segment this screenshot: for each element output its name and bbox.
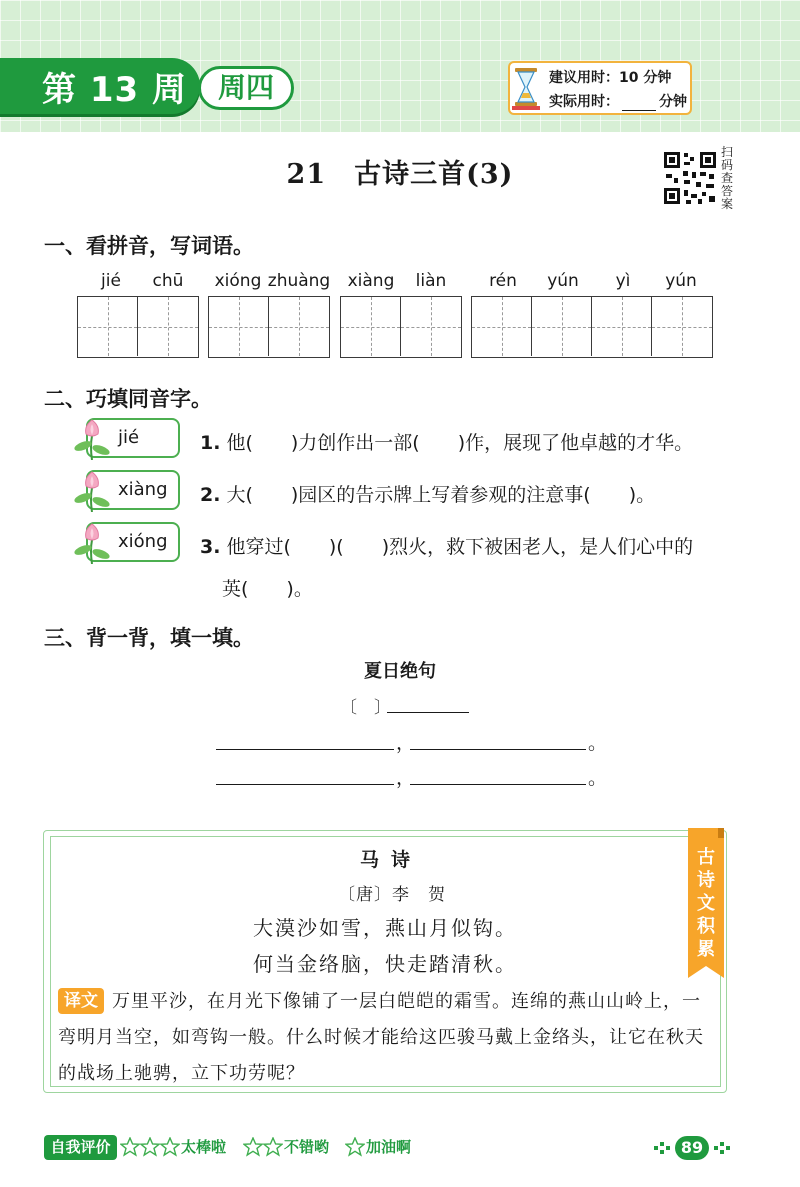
- pinyin-label: jié: [101, 271, 121, 291]
- writing-cell[interactable]: [532, 297, 592, 356]
- question-3: [200, 532, 693, 559]
- lotus-icon: [72, 468, 112, 512]
- pinyin-label: zhuàng: [267, 271, 331, 291]
- pinyin-label: yì: [615, 271, 631, 291]
- rating-label: 太棒啦: [181, 1138, 227, 1156]
- poem-line-blank[interactable]: [216, 784, 394, 785]
- author-blank[interactable]: [387, 712, 469, 713]
- classic-poem-line: 大漠沙如雪，燕山月似钩。: [253, 916, 517, 940]
- ribbon-char: 古: [697, 847, 715, 868]
- actual-time: [549, 91, 687, 111]
- ribbon-char: 累: [697, 939, 715, 960]
- pinyin-label: xióng: [214, 271, 262, 291]
- suggested-time: 建议用时：10 分钟: [549, 70, 672, 86]
- actual-time-blank[interactable]: [622, 97, 656, 111]
- classic-poem-title: 马诗: [359, 849, 422, 871]
- ribbon-char: 文: [697, 893, 715, 914]
- translation-tag: 译文: [58, 988, 104, 1014]
- classic-poem-line: 何当金络脑，快走踏清秋。: [253, 952, 517, 976]
- actual-time-label: 实际用时：: [549, 94, 619, 110]
- homophone-pinyin: xiàng: [86, 470, 180, 510]
- question-3-continued: 英( )。: [222, 578, 313, 600]
- writing-grid: [340, 296, 462, 358]
- question-number: 3.: [200, 536, 221, 558]
- star-rating-1[interactable]: [345, 1137, 365, 1157]
- writing-cell[interactable]: [209, 297, 269, 356]
- ribbon-char: 诗: [697, 870, 715, 891]
- question-number: 1.: [200, 432, 221, 454]
- writing-cell[interactable]: [592, 297, 652, 356]
- pinyin-label: rén: [489, 271, 517, 291]
- translation-text: 万里平沙，在月光下像铺了一层白皑皑的霜雪。连绵的燕山山岭上，一弯明月当空，如弯钩一般。什么时候才能给这匹骏马戴上金络头，让它在秋天的战场上驰骋，立下功劳呢？: [58, 991, 704, 1084]
- pinyin-label: chū: [152, 271, 184, 291]
- question-number: 2.: [200, 484, 221, 506]
- hourglass-icon: [512, 66, 540, 110]
- writing-cell[interactable]: [78, 297, 138, 356]
- star-rating-3[interactable]: [120, 1137, 180, 1157]
- homophone-pinyin: jié: [86, 418, 180, 458]
- question-text: 大( )园区的告示牌上写着参观的注意事( )。: [226, 484, 656, 506]
- star-rating-2[interactable]: [243, 1137, 283, 1157]
- question-1: [200, 428, 693, 455]
- poem-line-blank[interactable]: [216, 749, 394, 750]
- ribbon-char: 积: [697, 916, 715, 937]
- writing-grid: [77, 296, 199, 358]
- rating-label: 加油啊: [366, 1138, 412, 1156]
- section2-heading: 二、巧填同音字。: [44, 387, 212, 411]
- week-label: 第 13 周: [42, 70, 187, 110]
- poem-line-blank[interactable]: [410, 749, 586, 750]
- section3-heading: 三、背一背，填一填。: [44, 626, 254, 650]
- writing-cell[interactable]: [269, 297, 329, 356]
- writing-grid: [471, 296, 713, 358]
- page-number: 89: [675, 1136, 709, 1160]
- pinyin-label: yún: [547, 271, 579, 291]
- self-evaluation-label: 自我评价: [44, 1135, 117, 1160]
- homophone-pinyin: xióng: [86, 522, 180, 562]
- writing-cell[interactable]: [138, 297, 198, 356]
- qr-label: 扫码查答案: [721, 145, 734, 211]
- pinyin-label: liàn: [415, 271, 447, 291]
- writing-cell[interactable]: [401, 297, 461, 356]
- writing-cell[interactable]: [341, 297, 401, 356]
- comma-mark: ，: [396, 732, 416, 754]
- question-text: 他( )力创作出一部( )作，展现了他卓越的才华。: [226, 432, 694, 454]
- pinyin-label: xiàng: [347, 271, 395, 291]
- writing-cell[interactable]: [472, 297, 532, 356]
- qr-code-icon[interactable]: [662, 150, 718, 206]
- actual-time-unit: 分钟: [659, 94, 687, 110]
- poem-line-blank[interactable]: [410, 784, 586, 785]
- writing-grid: [208, 296, 330, 358]
- writing-cell[interactable]: [652, 297, 712, 356]
- author-bracket: 〔 〕: [340, 698, 391, 718]
- poem-title: 夏日绝句: [364, 661, 436, 682]
- period-mark: 。: [588, 767, 608, 789]
- question-2: [200, 480, 655, 507]
- day-label: 周四: [198, 66, 294, 110]
- section1-heading: 一、看拼音，写词语。: [44, 234, 254, 258]
- comma-mark: ，: [396, 767, 416, 789]
- lotus-icon: [72, 416, 112, 460]
- classic-poem-author: 〔唐〕李 贺: [338, 885, 446, 905]
- question-text: 他穿过( )( )烈火，救下被困老人，是人们心中的: [226, 536, 694, 558]
- rating-label: 不错哟: [284, 1138, 330, 1156]
- period-mark: 。: [588, 732, 608, 754]
- pinyin-label: yún: [665, 271, 697, 291]
- lesson-title: 21 古诗三首(3): [286, 159, 514, 190]
- lotus-icon: [72, 520, 112, 564]
